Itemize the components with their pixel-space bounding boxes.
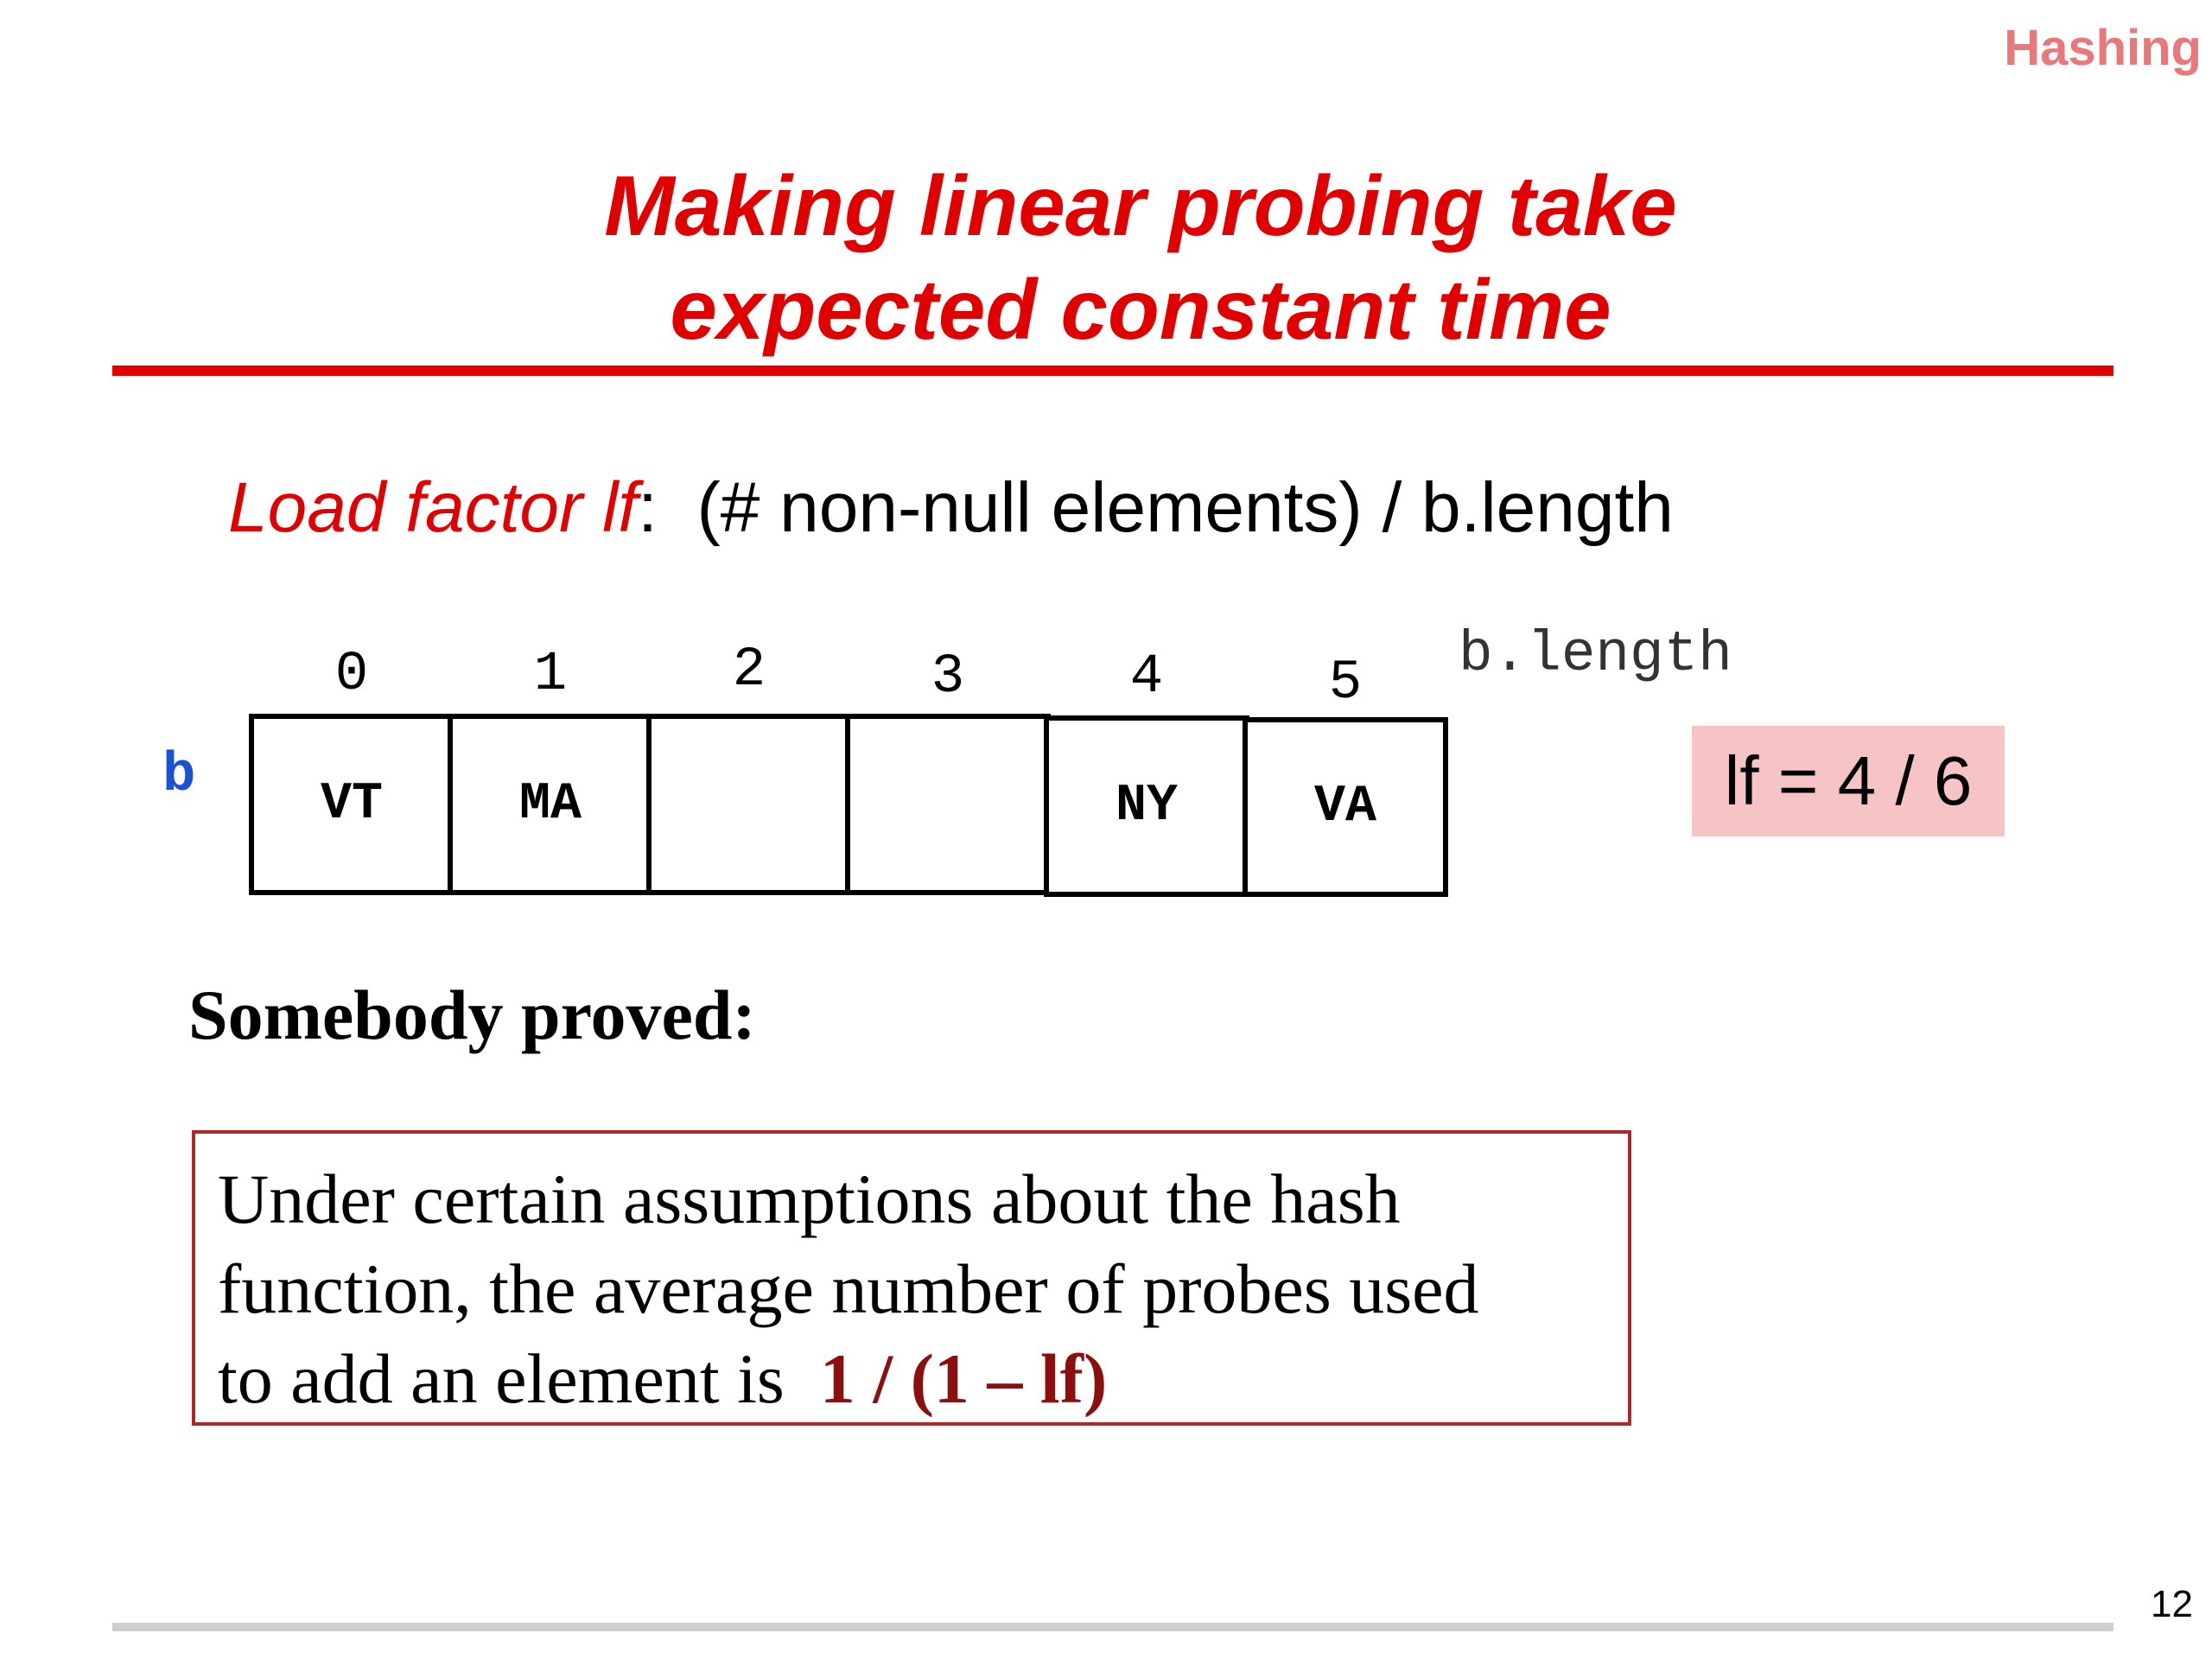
array-index-2: 2 bbox=[732, 639, 766, 702]
probe-formula: 1 / (1 – lf) bbox=[819, 1339, 1108, 1418]
proved-heading: Somebody proved: bbox=[188, 976, 756, 1054]
array-cell-1: MA bbox=[448, 714, 653, 895]
array-index-1: 1 bbox=[533, 644, 568, 706]
load-factor-definition bbox=[228, 467, 1674, 550]
load-factor-term: Load factor lf bbox=[228, 468, 639, 547]
theorem-line-1: Under certain assumptions about the hash bbox=[218, 1160, 1401, 1238]
array-cell-4: NY bbox=[1044, 715, 1249, 897]
theorem-line-3 bbox=[218, 1334, 1605, 1424]
page-number: 12 bbox=[2151, 1583, 2193, 1625]
array-cell-2 bbox=[646, 714, 852, 895]
section-title: Hashing bbox=[2004, 20, 2202, 76]
array-index-4: 4 bbox=[1129, 646, 1164, 709]
footer-divider bbox=[112, 1623, 2113, 1631]
theorem-line-3-text: to add an element is bbox=[218, 1339, 785, 1418]
load-factor-badge: lf = 4 / 6 bbox=[1692, 726, 2005, 836]
theorem-box bbox=[192, 1130, 1631, 1426]
array-name-label: b bbox=[162, 745, 196, 807]
array-cell-0: VT bbox=[249, 714, 454, 895]
title-divider bbox=[112, 365, 2113, 376]
array-cell-5: VA bbox=[1243, 717, 1448, 897]
slide-title-line-2: expected constant time bbox=[670, 262, 1611, 357]
slide-title-line-1: Making linear probing take bbox=[604, 158, 1677, 253]
theorem-line-2: function, the average number of probes used bbox=[218, 1249, 1479, 1328]
array-index-3: 3 bbox=[931, 646, 965, 709]
load-factor-colon: : bbox=[638, 468, 658, 547]
load-factor-formula: (# non-null elements) / b.length bbox=[696, 468, 1674, 547]
array-index-0: 0 bbox=[334, 644, 369, 706]
array-index-5: 5 bbox=[1328, 652, 1363, 715]
slide-title bbox=[112, 154, 2169, 361]
array-cell-3 bbox=[845, 714, 1051, 895]
array-length-label: b.length bbox=[1459, 622, 1732, 687]
